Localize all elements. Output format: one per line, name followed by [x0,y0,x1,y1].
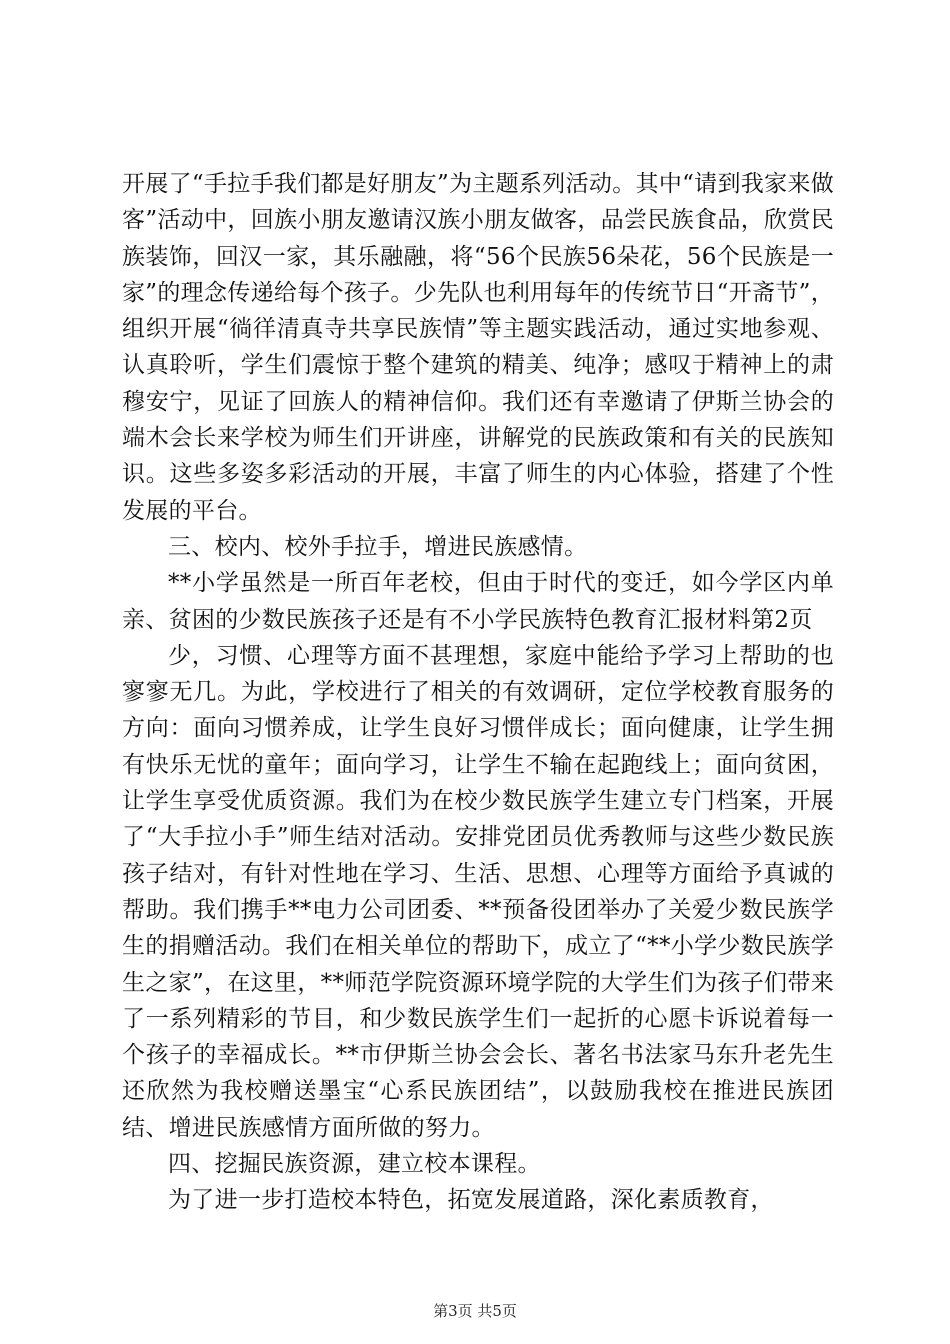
section-heading-3: 三、校内、校外手拉手，增进民族感情。 [168,533,588,560]
paragraph-school-intro: **小学虽然是一所百年老校，但由于时代的变迁，如今学区内单亲、贫困的少数民族孩子还是有不小学民族特色教育汇报材料第2页 [122,570,834,633]
paragraph-curriculum-start: 为了进一步打造校本特色，拓宽发展道路，深化素质教育， [168,1187,774,1214]
paragraph-support-activities: 少，习惯、心理等方面不甚理想，家庭中能给予学习上帮助的也寥寥无几。为此，学校进行了相关的有效调研，定位学校教育服务的方向：面向习惯养成，让学生良好习惯伴成长；面向健康，让学生拥有快乐无忧的童年；面向学习，让学生不输在起跑线上；面向贫困，让学生享受优质资源。我们为在校少数民族学生建立专门档案，开展了“大手拉小手”师生结对活动。安排党团员优秀教师与这些少数民族孩子结对，有针对性地在学习、生活、思想、心理等方面给予真诚的帮助。我们携手**电力公司团委、**预备役团举办了关爱少数民族学生的捐赠活动。我们在相关单位的帮助下，成立了“**小学少数民族学生之家”，在这里，**师范学院资源环境学院的大学生们为孩子们带来了一系列精彩的节目，和少数民族学生们一起折的心愿卡诉说着每一个孩子的幸福成长。**市伊斯兰协会会长、著名书法家马东升老先生还欣然为我校赠送墨宝“心系民族团结”，以鼓励我校在推进民族团结、增进民族感情方面所做的努力。 [122,642,834,1141]
document-body [122,166,834,1219]
page-footer: 第3页 共5页 [433,1302,517,1320]
section-heading-4: 四、挖掘民族资源，建立校本课程。 [168,1151,541,1178]
paragraph-continuation: 开展了“手拉手我们都是好朋友”为主题系列活动。其中“请到我家来做客”活动中，回族小朋友邀请汉族小朋友做客，品尝民族食品，欣赏民族装饰，回汉一家，其乐融融，将“56个民族56朵花，56个民族是一家”的理念传递给每个孩子。少先队也利用每年的传统节日“开斋节”，组织开展“徜徉清真寺共享民族情”等主题实践活动，通过实地参观、认真聆听，学生们震惊于整个建筑的精美、纯净；感叹于精神上的肃穆安宁，见证了回族人的精神信仰。我们还有幸邀请了伊斯兰协会的端木会长来学校为师生们开讲座，讲解党的民族政策和有关的民族知识。这些多姿多彩活动的开展，丰富了师生的内心体验，搭建了个性发展的平台。 [122,171,834,524]
